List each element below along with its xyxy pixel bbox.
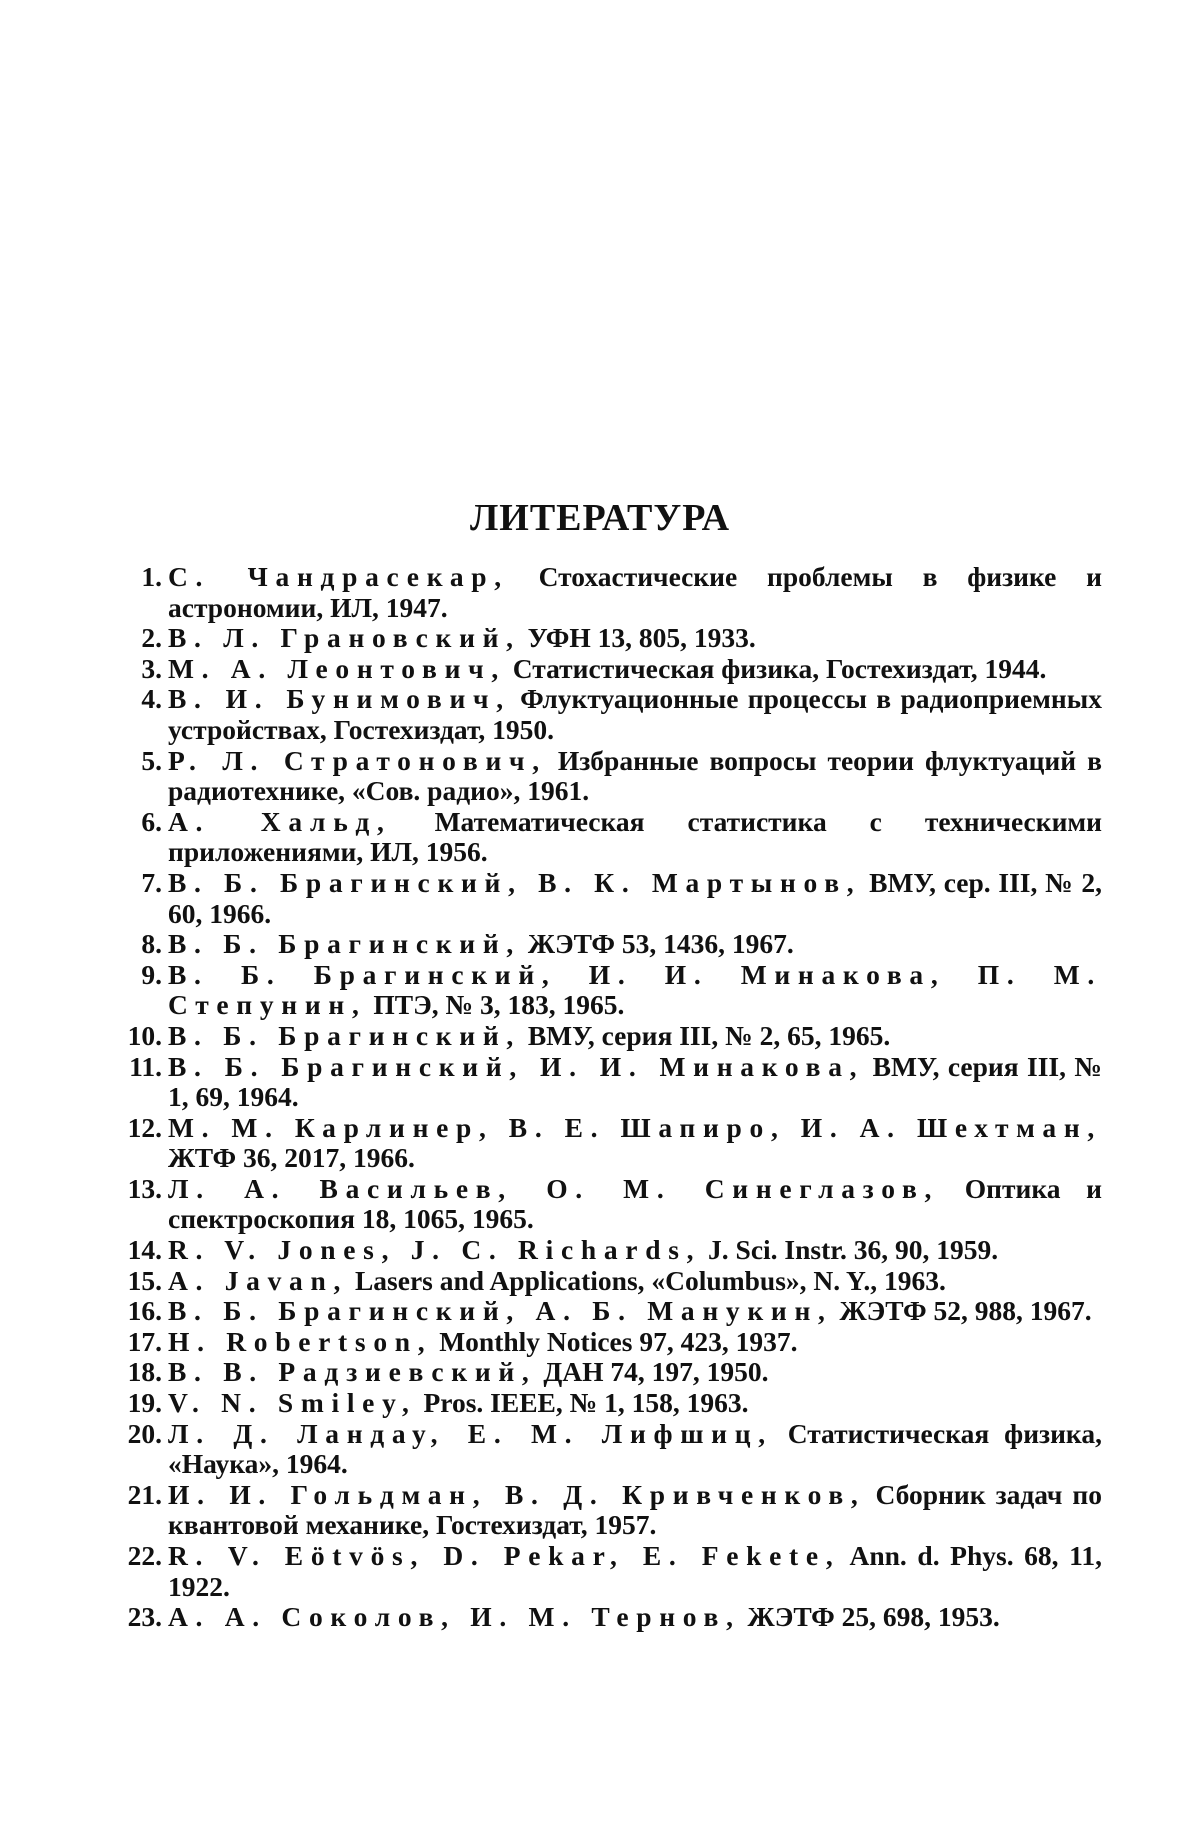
reference-item [128,1021,1102,1052]
reference-text: ЖЭТФ 52, 988, 1967. [833,1295,1092,1326]
reference-authors: С. Чандрасекар, [168,561,509,592]
reference-authors: H. Robertson, [168,1326,432,1357]
reference-item [128,1480,1102,1541]
reference-item [128,1419,1102,1480]
reference-list [128,562,1102,1633]
reference-authors: В. И. Бунимович, [168,683,511,714]
reference-text: ЖТФ 36, 2017, 1966. [168,1142,415,1173]
reference-text: УФН 13, 805, 1933. [521,622,756,653]
reference-number: 23. [116,1602,162,1633]
reference-item [128,1113,1102,1174]
reference-number: 7. [116,868,162,899]
reference-number: 5. [116,746,162,777]
reference-text: Ann. d. Phys. 68, 11, 1922. [168,1540,1102,1602]
reference-authors: М. М. Карлинер, В. Е. Шапиро, И. А. Шехтман, [168,1112,1102,1143]
reference-item [128,1052,1102,1113]
reference-authors: В. Б. Брагинский, [168,928,521,959]
reference-authors: R. V. Jones, J. C. Richards, [168,1234,701,1265]
reference-number: 11. [116,1052,162,1083]
reference-text: ВМУ, серия III, № 2, 65, 1965. [521,1020,890,1051]
reference-item [128,1174,1102,1235]
reference-number: 13. [116,1174,162,1205]
reference-authors: A. Javan, [168,1265,348,1296]
reference-authors: В. Л. Грановский, [168,622,521,653]
reference-item [128,746,1102,807]
reference-item [128,623,1102,654]
reference-number: 17. [116,1327,162,1358]
reference-number: 6. [116,807,162,838]
reference-authors: R. V. Eötvös, D. Pekar, E. Fekete, [168,1540,840,1571]
reference-number: 19. [116,1388,162,1419]
reference-item [128,1235,1102,1266]
reference-authors: В. Б. Брагинский, В. К. Мартынов, [168,867,861,898]
book-page [0,0,1200,1829]
reference-item [128,1388,1102,1419]
reference-number: 21. [116,1480,162,1511]
reference-number: 18. [116,1357,162,1388]
reference-number: 20. [116,1419,162,1450]
reference-item [128,1327,1102,1358]
reference-text: ДАН 74, 197, 1950. [536,1356,768,1387]
reference-authors: В. Б. Брагинский, И. И. Минакова, П. М. Степунин, [168,959,1102,1021]
reference-text: Стохастические проблемы в физике и астрономии, ИЛ, 1947. [168,561,1102,623]
reference-authors: Л. А. Васильев, О. М. Синеглазов, [168,1173,939,1204]
reference-number: 3. [116,654,162,685]
reference-authors: М. А. Леонтович, [168,653,506,684]
reference-number: 8. [116,929,162,960]
reference-text: Статистическая физика, «Наука», 1964. [168,1418,1102,1480]
reference-authors: А. А. Соколов, И. М. Тернов, [168,1601,741,1632]
reference-item [128,1296,1102,1327]
reference-number: 16. [116,1296,162,1327]
reference-text: ВМУ, серия III, № 1, 69, 1964. [168,1051,1102,1113]
reference-item [128,807,1102,868]
reference-authors: Р. Л. Стратонович, [168,745,547,776]
reference-item [128,1266,1102,1297]
page-title: ЛИТЕРАТУРА [0,496,1200,540]
reference-item [128,1602,1102,1633]
reference-item [128,654,1102,685]
reference-text: ЖЭТФ 25, 698, 1953. [741,1601,1000,1632]
reference-number: 10. [116,1021,162,1052]
reference-text: Избранные вопросы теории флуктуаций в радиотехнике, «Сов. радио», 1961. [168,745,1102,807]
reference-item [128,960,1102,1021]
reference-text: ПТЭ, № 3, 183, 1965. [367,989,625,1020]
reference-authors: Л. Д. Ландау, Е. М. Лифшиц, [168,1418,773,1449]
reference-number: 22. [116,1541,162,1572]
reference-text: Математическая статистика с техническими приложениями, ИЛ, 1956. [168,806,1102,868]
reference-text: Флуктуационные процессы в радиоприемных устройствах, Гостехиздат, 1950. [168,683,1102,745]
reference-number: 9. [116,960,162,991]
reference-item [128,929,1102,960]
reference-authors: V. N. Smiley, [168,1387,417,1418]
reference-authors: В. Б. Брагинский, И. И. Минакова, [168,1051,864,1082]
reference-text: Lasers and Applications, «Columbus», N. Y., 1963. [348,1265,946,1296]
reference-text: ЖЭТФ 53, 1436, 1967. [521,928,794,959]
reference-item [128,868,1102,929]
reference-number: 14. [116,1235,162,1266]
reference-item [128,1357,1102,1388]
reference-authors: В. В. Радзиевский, [168,1356,536,1387]
reference-text: Оптика и спектроскопия 18, 1065, 1965. [168,1173,1102,1235]
reference-text: Статистическая физика, Гостехиздат, 1944. [506,653,1046,684]
reference-number: 12. [116,1113,162,1144]
reference-number: 1. [116,562,162,593]
reference-number: 2. [116,623,162,654]
reference-authors: И. И. Гольдман, В. Д. Кривченков, [168,1479,866,1510]
reference-text: Pros. IEEE, № 1, 158, 1963. [417,1387,749,1418]
reference-item [128,1541,1102,1602]
reference-text: ВМУ, сер. III, № 2, 60, 1966. [168,867,1102,929]
reference-number: 4. [116,684,162,715]
reference-item [128,684,1102,745]
reference-text: J. Sci. Instr. 36, 90, 1959. [701,1234,998,1265]
reference-item [128,562,1102,623]
reference-text: Monthly Notices 97, 423, 1937. [432,1326,797,1357]
reference-text: Сборник задач по квантовой механике, Гостехиздат, 1957. [168,1479,1102,1541]
reference-authors: В. Б. Брагинский, [168,1020,521,1051]
reference-authors: А. Хальд, [168,806,392,837]
reference-authors: В. Б. Брагинский, А. Б. Манукин, [168,1295,833,1326]
reference-number: 15. [116,1266,162,1297]
